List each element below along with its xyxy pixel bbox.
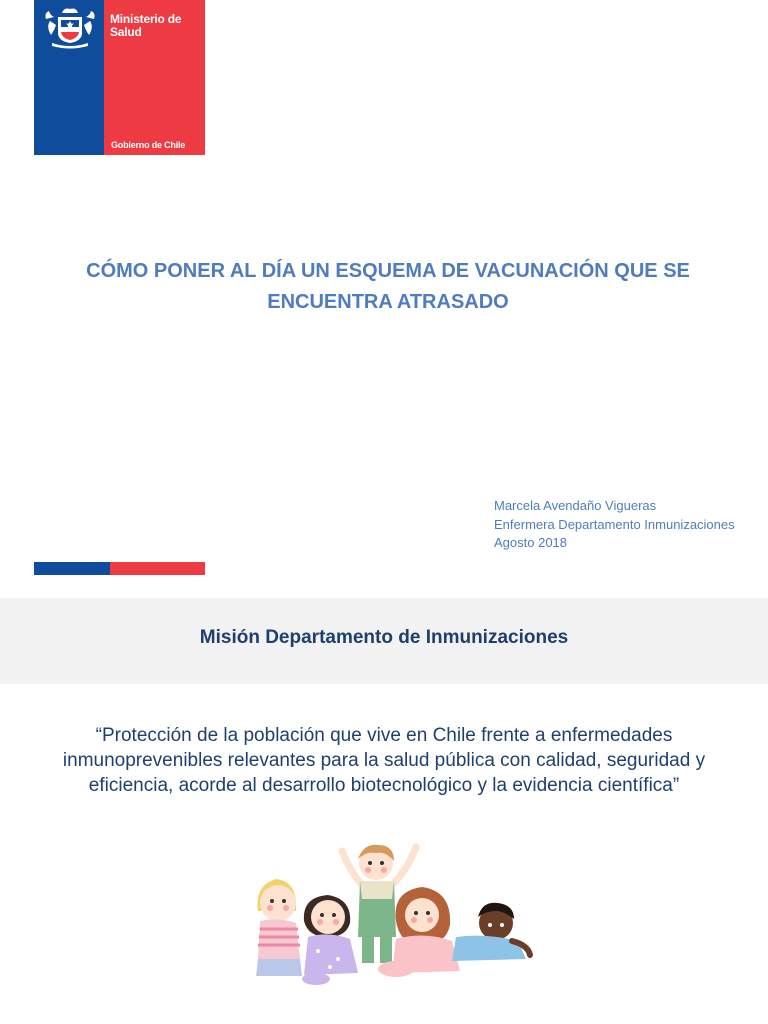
ministerio-salud-logo (34, 0, 205, 155)
mission-header-band (0, 598, 768, 684)
mission-title: Misión Departamento de Inmunizaciones (199, 627, 569, 648)
logo-ministry-name (110, 13, 181, 39)
logo-red-panel (104, 0, 205, 155)
logo-line-2: Salud (110, 25, 142, 39)
author-name: Marcela Avendaño Vigueras (494, 498, 657, 513)
mission-quote: “Protección de la población que vive en Chile frente a enfermedades inmunoprevenibles relevantes para la salud pública con calidad, seguridad y eficiencia, acorde al desarrollo biotecnológico y la evidencia científica” (62, 725, 706, 796)
logo-blue-panel (34, 0, 104, 155)
flag-bar-red (110, 562, 205, 575)
mission-slide (0, 598, 768, 1024)
logo-gobierno-label: Gobierno de Chile (111, 140, 186, 150)
author-block (494, 497, 735, 553)
author-role: Enfermera Departamento Inmunizaciones (494, 516, 735, 532)
flag-bar-blue (34, 562, 110, 575)
presentation-date: Agosto 2018 (494, 535, 568, 550)
flag-color-bar (34, 562, 205, 575)
logo-line-1: Ministerio de (110, 12, 182, 26)
chile-coat-of-arms-icon (42, 5, 98, 49)
children-illustration (246, 841, 536, 991)
presentation-title: CÓMO PONER AL DÍA UN ESQUEMA DE VACUNACIÓN QUE SE ENCUENTRA ATRASADO (86, 260, 690, 313)
